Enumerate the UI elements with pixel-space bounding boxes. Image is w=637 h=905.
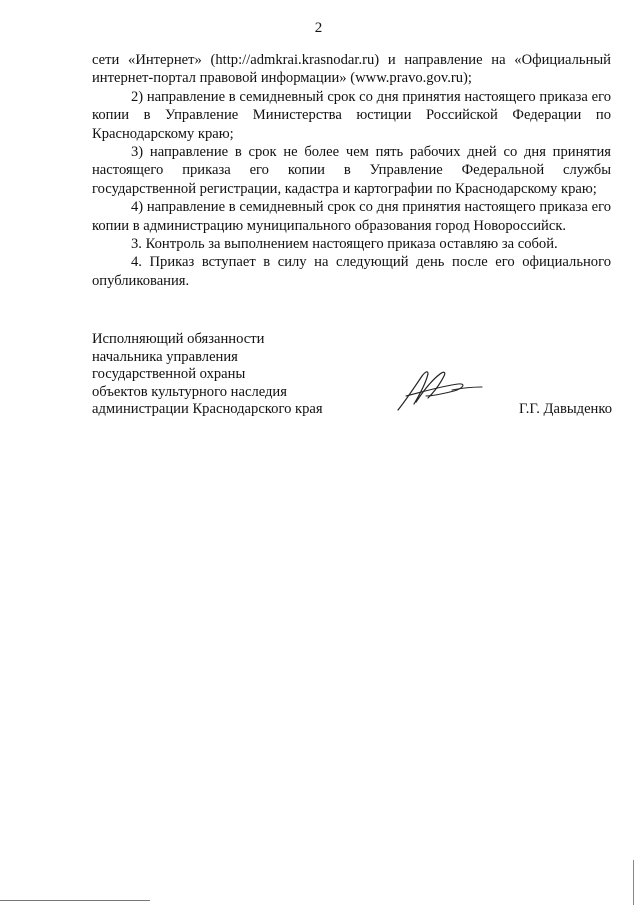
signer-position-line: Исполняющий обязанности bbox=[92, 331, 265, 347]
paragraph-item-3: 3) направление в срок не более чем пять рабочих дней со дня принятия настоящего приказа его копии в Управление Федеральной службы государственной регистрации, кадастра и картографии по Краснодарскому краю; bbox=[92, 144, 611, 197]
paragraph-clause-3: 3. Контроль за выполнением настоящего приказа оставляю за собой. bbox=[131, 236, 558, 253]
scan-edge-line bbox=[0, 900, 150, 901]
paragraph-item-4: 4) направление в семидневный срок со дня принятия настоящего приказа его копии в администрацию муниципального образования город Новороссийск. bbox=[92, 199, 611, 234]
signer-name: Г.Г. Давыденко bbox=[518, 401, 612, 418]
signer-position-line: государственной охраны bbox=[92, 366, 246, 383]
signer-position-line: объектов культурного наследия bbox=[92, 383, 287, 400]
page-number: 2 bbox=[314, 20, 323, 36]
paragraph-clause-4: 4. Приказ вступает в силу на следующий день после его официального опубликования. bbox=[92, 254, 611, 289]
scan-edge-line bbox=[633, 860, 634, 905]
handwritten-signature bbox=[392, 366, 484, 414]
signer-position-line: администрации Краснодарского края bbox=[92, 401, 323, 418]
paragraph-continuation: сети «Интернет» (http://admkrai.krasnodar.ru) и направление на «Официальный интернет-портал правовой информации» (www.pravo.gov.ru); bbox=[92, 52, 611, 87]
paragraph-item-2: 2) направление в семидневный срок со дня принятия настоящего приказа его копии в Управление Министерства юстиции Российской Федерации по Краснодарскому краю; bbox=[92, 88, 611, 142]
signature-block bbox=[92, 331, 612, 419]
document-body bbox=[92, 51, 611, 290]
signer-position-line: начальника управления bbox=[92, 348, 238, 365]
